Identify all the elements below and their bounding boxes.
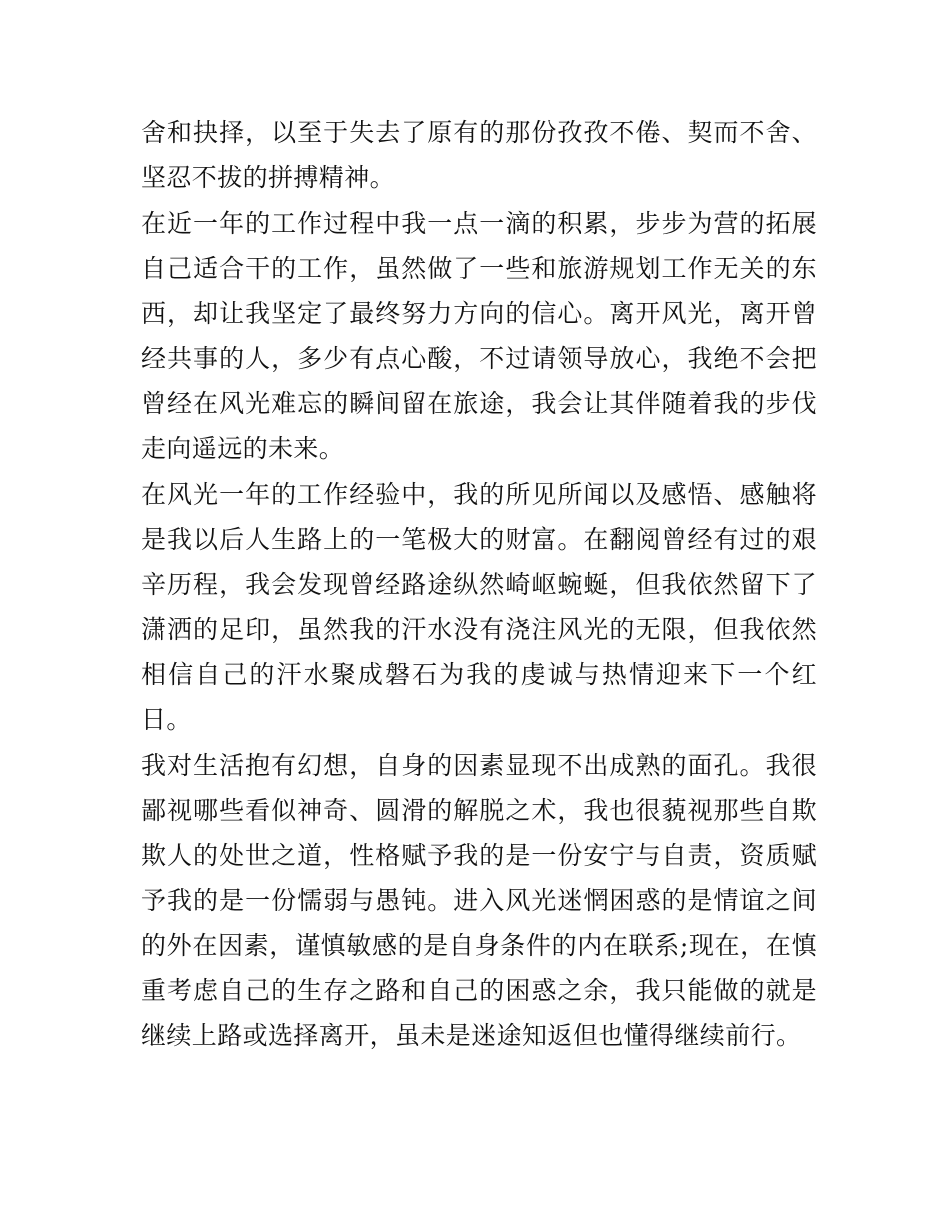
paragraph-1: 舍和抉择，以至于失去了原有的那份孜孜不倦、契而不舍、坚忍不拔的拼搏精神。 bbox=[141, 118, 817, 192]
paragraph-4: 我对生活抱有幻想，自身的因素显现不出成熟的面孔。我很鄙视哪些看似神奇、圆滑的解脱之术，我也很藐视那些自欺欺人的处世之道，性格赋予我的是一份安宁与自责，资质赋予我的是一份懦弱与愚钝。进入风光迷惘困惑的是情谊之间的外在因素，谨慎敏感的是自身条件的内在联系;现在，在慎重考虑自己的生存之路和自己的困惑之余，我只能做的就是继续上路或选择离开，虽未是迷途知返但也懂得继续前行。 bbox=[141, 751, 817, 1050]
document-body bbox=[141, 110, 817, 1059]
paragraph-3: 在风光一年的工作经验中，我的所见所闻以及感悟、感触将是我以后人生路上的一笔极大的财富。在翻阅曾经有过的艰辛历程，我会发现曾经路途纵然崎岖蜿蜒，但我依然留下了潇洒的足印，虽然我的汗水没有浇注风光的无限，但我依然相信自己的汗水聚成磐石为我的虔诚与热情迎来下一个红日。 bbox=[141, 480, 817, 734]
paragraph-2: 在近一年的工作过程中我一点一滴的积累，步步为营的拓展自己适合干的工作，虽然做了一些和旅游规划工作无关的东西，却让我坚定了最终努力方向的信心。离开风光，离开曾经共事的人，多少有点心酸，不过请领导放心，我绝不会把曾经在风光难忘的瞬间留在旅途，我会让其伴随着我的步伐走向遥远的未来。 bbox=[141, 209, 817, 463]
